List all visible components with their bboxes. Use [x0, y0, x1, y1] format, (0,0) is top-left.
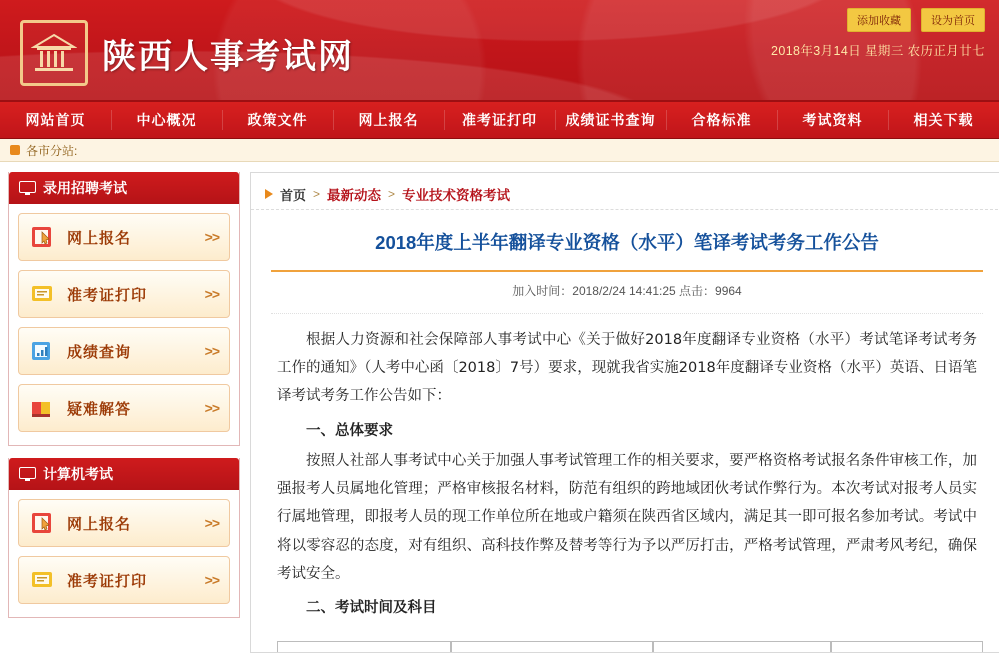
sidebar-panel-computer-exam	[8, 458, 240, 618]
monitor-icon	[19, 181, 36, 196]
chevron-right-icon: >>	[204, 400, 219, 416]
breadcrumb-home[interactable]: 首页	[280, 187, 307, 203]
article-paragraph: 根据人力资源和社会保障部人事考试中心《关于做好2018年度翻译专业资格（水平）考试笔译考试考务工作的通知》（人考中心函〔2018〕7号）要求，现就我省实施2018年度翻译专业资格（水平）英语、日语笔译考试考务工作公告如下：	[277, 331, 977, 405]
site-header	[0, 0, 999, 102]
pavilion-logo-icon	[20, 20, 88, 86]
panel-header-computer-exam	[9, 458, 239, 490]
chevron-right-icon: >>	[204, 343, 219, 359]
breadcrumb-separator: >	[388, 187, 396, 201]
signup-icon	[29, 224, 57, 250]
sidebar	[8, 172, 240, 653]
substation-label: 各市分站:	[26, 143, 78, 158]
breadcrumb-level2[interactable]: 最新动态	[327, 188, 382, 203]
chevron-right-icon: >>	[204, 286, 219, 302]
score-query-icon	[29, 338, 57, 364]
sidebar-item-label: 网上报名	[67, 515, 132, 533]
article-section-heading: 二、考试时间及科目	[306, 600, 437, 617]
print-card-icon	[29, 281, 57, 307]
sidebar-panel-recruitment	[8, 172, 240, 446]
breadcrumb-separator: >	[313, 187, 321, 201]
panel-header-recruitment	[9, 172, 239, 204]
page-body	[0, 162, 999, 653]
sidebar-item-computer-online-registration[interactable]	[18, 499, 230, 547]
chevron-right-icon: >>	[204, 515, 219, 531]
header-date: 2018年3月14日 星期三 农历正月廿七	[770, 44, 985, 58]
sidebar-item-label: 准考证打印	[67, 286, 148, 304]
nav-item-online-registration[interactable]: 网上报名	[333, 102, 444, 138]
nav-item-exam-materials[interactable]: 考试资料	[777, 102, 888, 138]
panel-body-recruitment	[9, 204, 239, 445]
sidebar-item-faq[interactable]	[18, 384, 230, 432]
panel-title-recruitment: 录用招聘考试	[43, 180, 127, 196]
nav-item-policy-documents[interactable]: 政策文件	[222, 102, 333, 138]
nav-item-center-overview[interactable]: 中心概况	[111, 102, 222, 138]
panel-title-computer-exam: 计算机考试	[43, 466, 113, 482]
chevron-right-icon: >>	[204, 229, 219, 245]
monitor-icon	[19, 467, 36, 482]
nav-item-score-certificate-query[interactable]: 成绩证书查询	[555, 102, 666, 138]
nav-item-pass-standard[interactable]: 合格标准	[666, 102, 777, 138]
chevron-right-icon: >>	[204, 572, 219, 588]
header-top-right	[771, 8, 985, 59]
table-column	[831, 641, 983, 652]
site-title: 陕西人事考试网	[102, 36, 354, 77]
table-column	[277, 641, 451, 652]
exam-schedule-table	[277, 641, 983, 652]
article-body	[251, 314, 999, 635]
sidebar-item-admission-ticket-print[interactable]	[18, 270, 230, 318]
set-homepage-link[interactable]: 设为首页	[921, 8, 985, 32]
nav-item-admission-ticket-print[interactable]: 准考证打印	[444, 102, 555, 138]
sidebar-item-score-query[interactable]	[18, 327, 230, 375]
substation-icon	[10, 145, 20, 155]
article-meta: 加入时间：2018/2/24 14:41:25 点击：9964	[271, 272, 983, 314]
faq-icon	[29, 395, 57, 421]
sidebar-item-label: 准考证打印	[67, 572, 148, 590]
nav-item-home[interactable]: 网站首页	[25, 112, 86, 128]
sidebar-item-label: 成绩查询	[67, 343, 132, 361]
breadcrumb-level3[interactable]: 专业技术资格考试	[402, 188, 511, 203]
sidebar-item-computer-admission-ticket-print[interactable]	[18, 556, 230, 604]
table-column	[451, 641, 653, 652]
sidebar-item-label: 疑难解答	[67, 400, 132, 418]
table-column	[653, 641, 831, 652]
breadcrumb-arrow-icon	[265, 189, 273, 199]
logo-area[interactable]	[20, 20, 354, 86]
print-card-icon	[29, 567, 57, 593]
nav-item-downloads[interactable]: 相关下载	[888, 102, 999, 138]
city-substation-bar	[0, 139, 999, 162]
add-favorite-link[interactable]: 添加收藏	[847, 8, 911, 32]
sidebar-item-online-registration[interactable]	[18, 213, 230, 261]
article-title: 2018年度上半年翻译专业资格（水平）笔译考试考务工作公告	[375, 232, 879, 253]
panel-body-computer-exam	[9, 490, 239, 617]
signup-icon	[29, 510, 57, 536]
header-top-links	[771, 8, 985, 32]
breadcrumb	[251, 179, 999, 210]
main-content	[250, 172, 999, 653]
main-nav	[0, 102, 999, 139]
sidebar-item-label: 网上报名	[67, 229, 132, 247]
article-section-heading: 一、总体要求	[306, 422, 393, 439]
article-paragraph: 按照人社部人事考试中心关于加强人事考试管理工作的相关要求，要严格资格考试报名条件审核工作，加强报考人员属地化管理；严格审核报名材料，防范有组织的跨地域团伙考试作弊行为。本次考试对报考人员实行属地管理，即报考人员的现工作单位所在地或户籍须在陕西省区域内，满足其一即可报名参加考试。考试中将以零容忍的态度，对有组织、高科技作弊及替考等行为予以严厉打击，严格考试管理，严肃考风考纪，确保考试安全。	[277, 452, 977, 583]
